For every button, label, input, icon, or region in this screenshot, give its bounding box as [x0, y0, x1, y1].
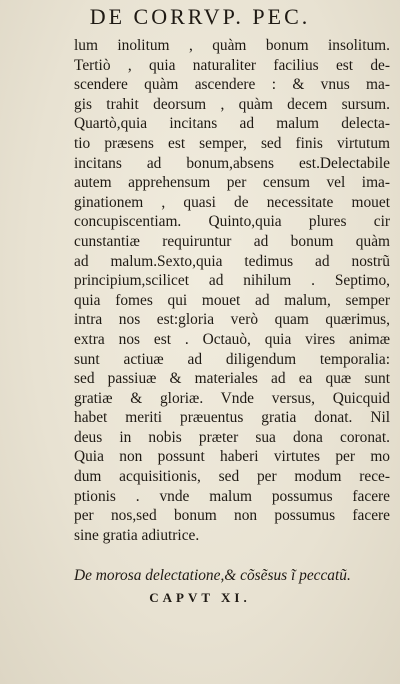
text-line: concupiscentiam. Quinto,quia plures cir [74, 213, 390, 231]
text-line: ptionis . vnde malum possumus facere [74, 487, 390, 505]
text-line: quia fomes qui mouet ad malum, semper [74, 291, 390, 309]
text-line: principium,scilicet ad nihilum . Septimo, [74, 272, 390, 290]
text-line: per nos,sed bonum non possumus facere [74, 507, 390, 525]
text-line: autem apprehensum per censum vel ima- [74, 174, 390, 192]
text-line: sine gratia adiutrice. [74, 526, 200, 544]
running-header: DE CORRVP. PEC. [89, 4, 311, 29]
text-line: Quia non possunt haberi virtutes per mo [74, 448, 390, 466]
text-line: lum inolitum , quàm bonum insolitum. [74, 37, 390, 54]
section-subheading: De morosa delectatione,& cõsẽsus ĩ peccatũ. [74, 567, 351, 584]
text-line: sed passiuæ & materiales ad ea quæ sunt [74, 370, 390, 388]
text-line: deus in nobis præter sua dona coronat. [74, 428, 390, 446]
text-line: tio præsens est semper, sed finis virtutum [74, 134, 390, 152]
text-line: sunt actiuæ ad diligendum temporalia: [74, 350, 390, 368]
body-text [74, 36, 390, 545]
text-line: dum acquisitionis, sed per modum rece- [74, 468, 390, 486]
text-line: gratiæ & gloriæ. Vnde versus, Quicquid [74, 389, 390, 407]
chapter-caption: CAPVT XI. [149, 590, 251, 605]
text-line: intra nos est:gloria verò quam quærimus, [74, 311, 390, 329]
text-line: Tertiò , quia naturaliter facilius est de- [74, 56, 390, 74]
text-line: habet meriti præuentus gratia donat. Nil [74, 409, 390, 427]
text-line: Quartò,quia incitans ad malum delecta- [74, 115, 390, 133]
text-line: extra nos est . Octauò, quia vires animæ [74, 330, 390, 348]
text-line: scendere quàm ascendere : & vnus ma- [74, 76, 390, 94]
text-line: gis trahit deorsum , quàm decem sursum. [74, 95, 390, 113]
text-line: incitans ad bonum,absens est.Delectabile [74, 154, 390, 172]
text-line: ginationem , quasi de necessitate mouet [74, 193, 390, 211]
text-line: cunstantiæ requiruntur ad bonum quàm [74, 232, 390, 250]
text-line: ad malum.Sexto,quia tedimus ad nostrũ [74, 252, 390, 270]
